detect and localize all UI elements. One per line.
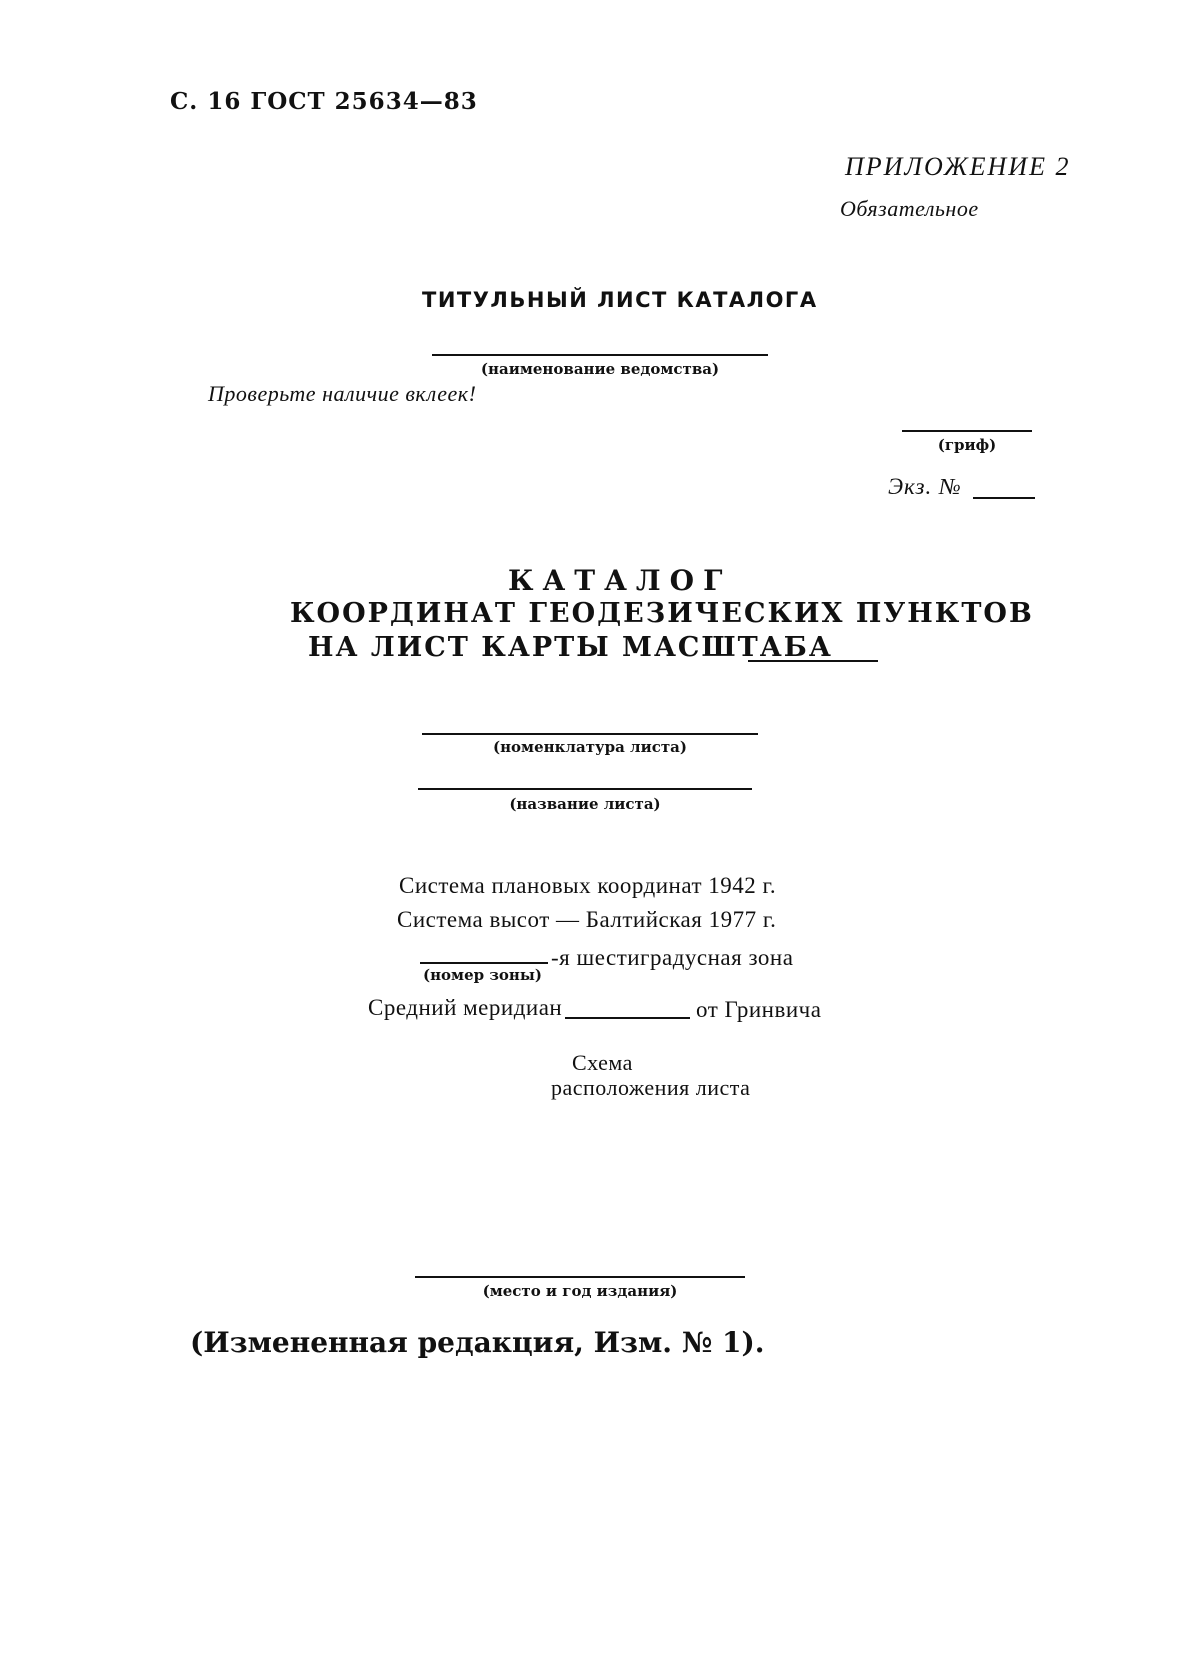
agency-caption: (наименование ведомства)	[480, 360, 720, 378]
revision-note: (Измененная редакция, Изм. № 1).	[190, 1326, 765, 1359]
nomenclature-caption: (номенклатура листа)	[492, 738, 688, 756]
meridian-label: Средний меридиан	[368, 995, 563, 1020]
catalog-title-line1: КАТАЛОГ	[508, 564, 732, 597]
sheet-name-blank-line	[418, 788, 752, 790]
publication-caption: (место и год издания)	[482, 1282, 678, 1300]
catalog-title-line3: НА ЛИСТ КАРТЫ МАСШТАБА	[308, 632, 833, 663]
nomenclature-blank-line	[422, 733, 758, 735]
meridian-blank-line	[565, 1017, 690, 1019]
scheme-label-line2: расположения листа	[551, 1075, 751, 1100]
classification-caption: (гриф)	[937, 436, 997, 454]
appendix-label: ПРИЛОЖЕНИЕ 2	[845, 152, 1071, 181]
appendix-status: Обязательное	[840, 196, 979, 221]
section-title: ТИТУЛЬНЫЙ ЛИСТ КАТАЛОГА	[422, 288, 818, 312]
sheet-name-caption: (название листа)	[509, 795, 661, 813]
scale-blank-line	[748, 660, 878, 662]
zone-blank-line	[420, 962, 548, 964]
catalog-title-line2: КООРДИНАТ ГЕОДЕЗИЧЕСКИХ ПУНКТОВ	[290, 598, 1034, 629]
zone-caption: (номер зоны)	[422, 966, 543, 984]
insert-check-note: Проверьте наличие вклеек!	[208, 381, 477, 406]
agency-blank-line	[432, 354, 768, 356]
zone-suffix: -я шестиградусная зона	[551, 945, 794, 970]
plan-coordinate-system: Система плановых координат 1942 г.	[399, 873, 777, 898]
copy-number-label: Экз. №	[888, 474, 962, 499]
copy-number-blank-line	[973, 497, 1035, 499]
meridian-suffix: от Гринвича	[696, 997, 822, 1022]
publication-blank-line	[415, 1276, 745, 1278]
page-header: С. 16 ГОСТ 25634—83	[170, 88, 478, 115]
height-system: Система высот — Балтийская 1977 г.	[397, 907, 777, 932]
scheme-label-line1: Схема	[572, 1050, 633, 1075]
classification-blank-line	[902, 430, 1032, 432]
